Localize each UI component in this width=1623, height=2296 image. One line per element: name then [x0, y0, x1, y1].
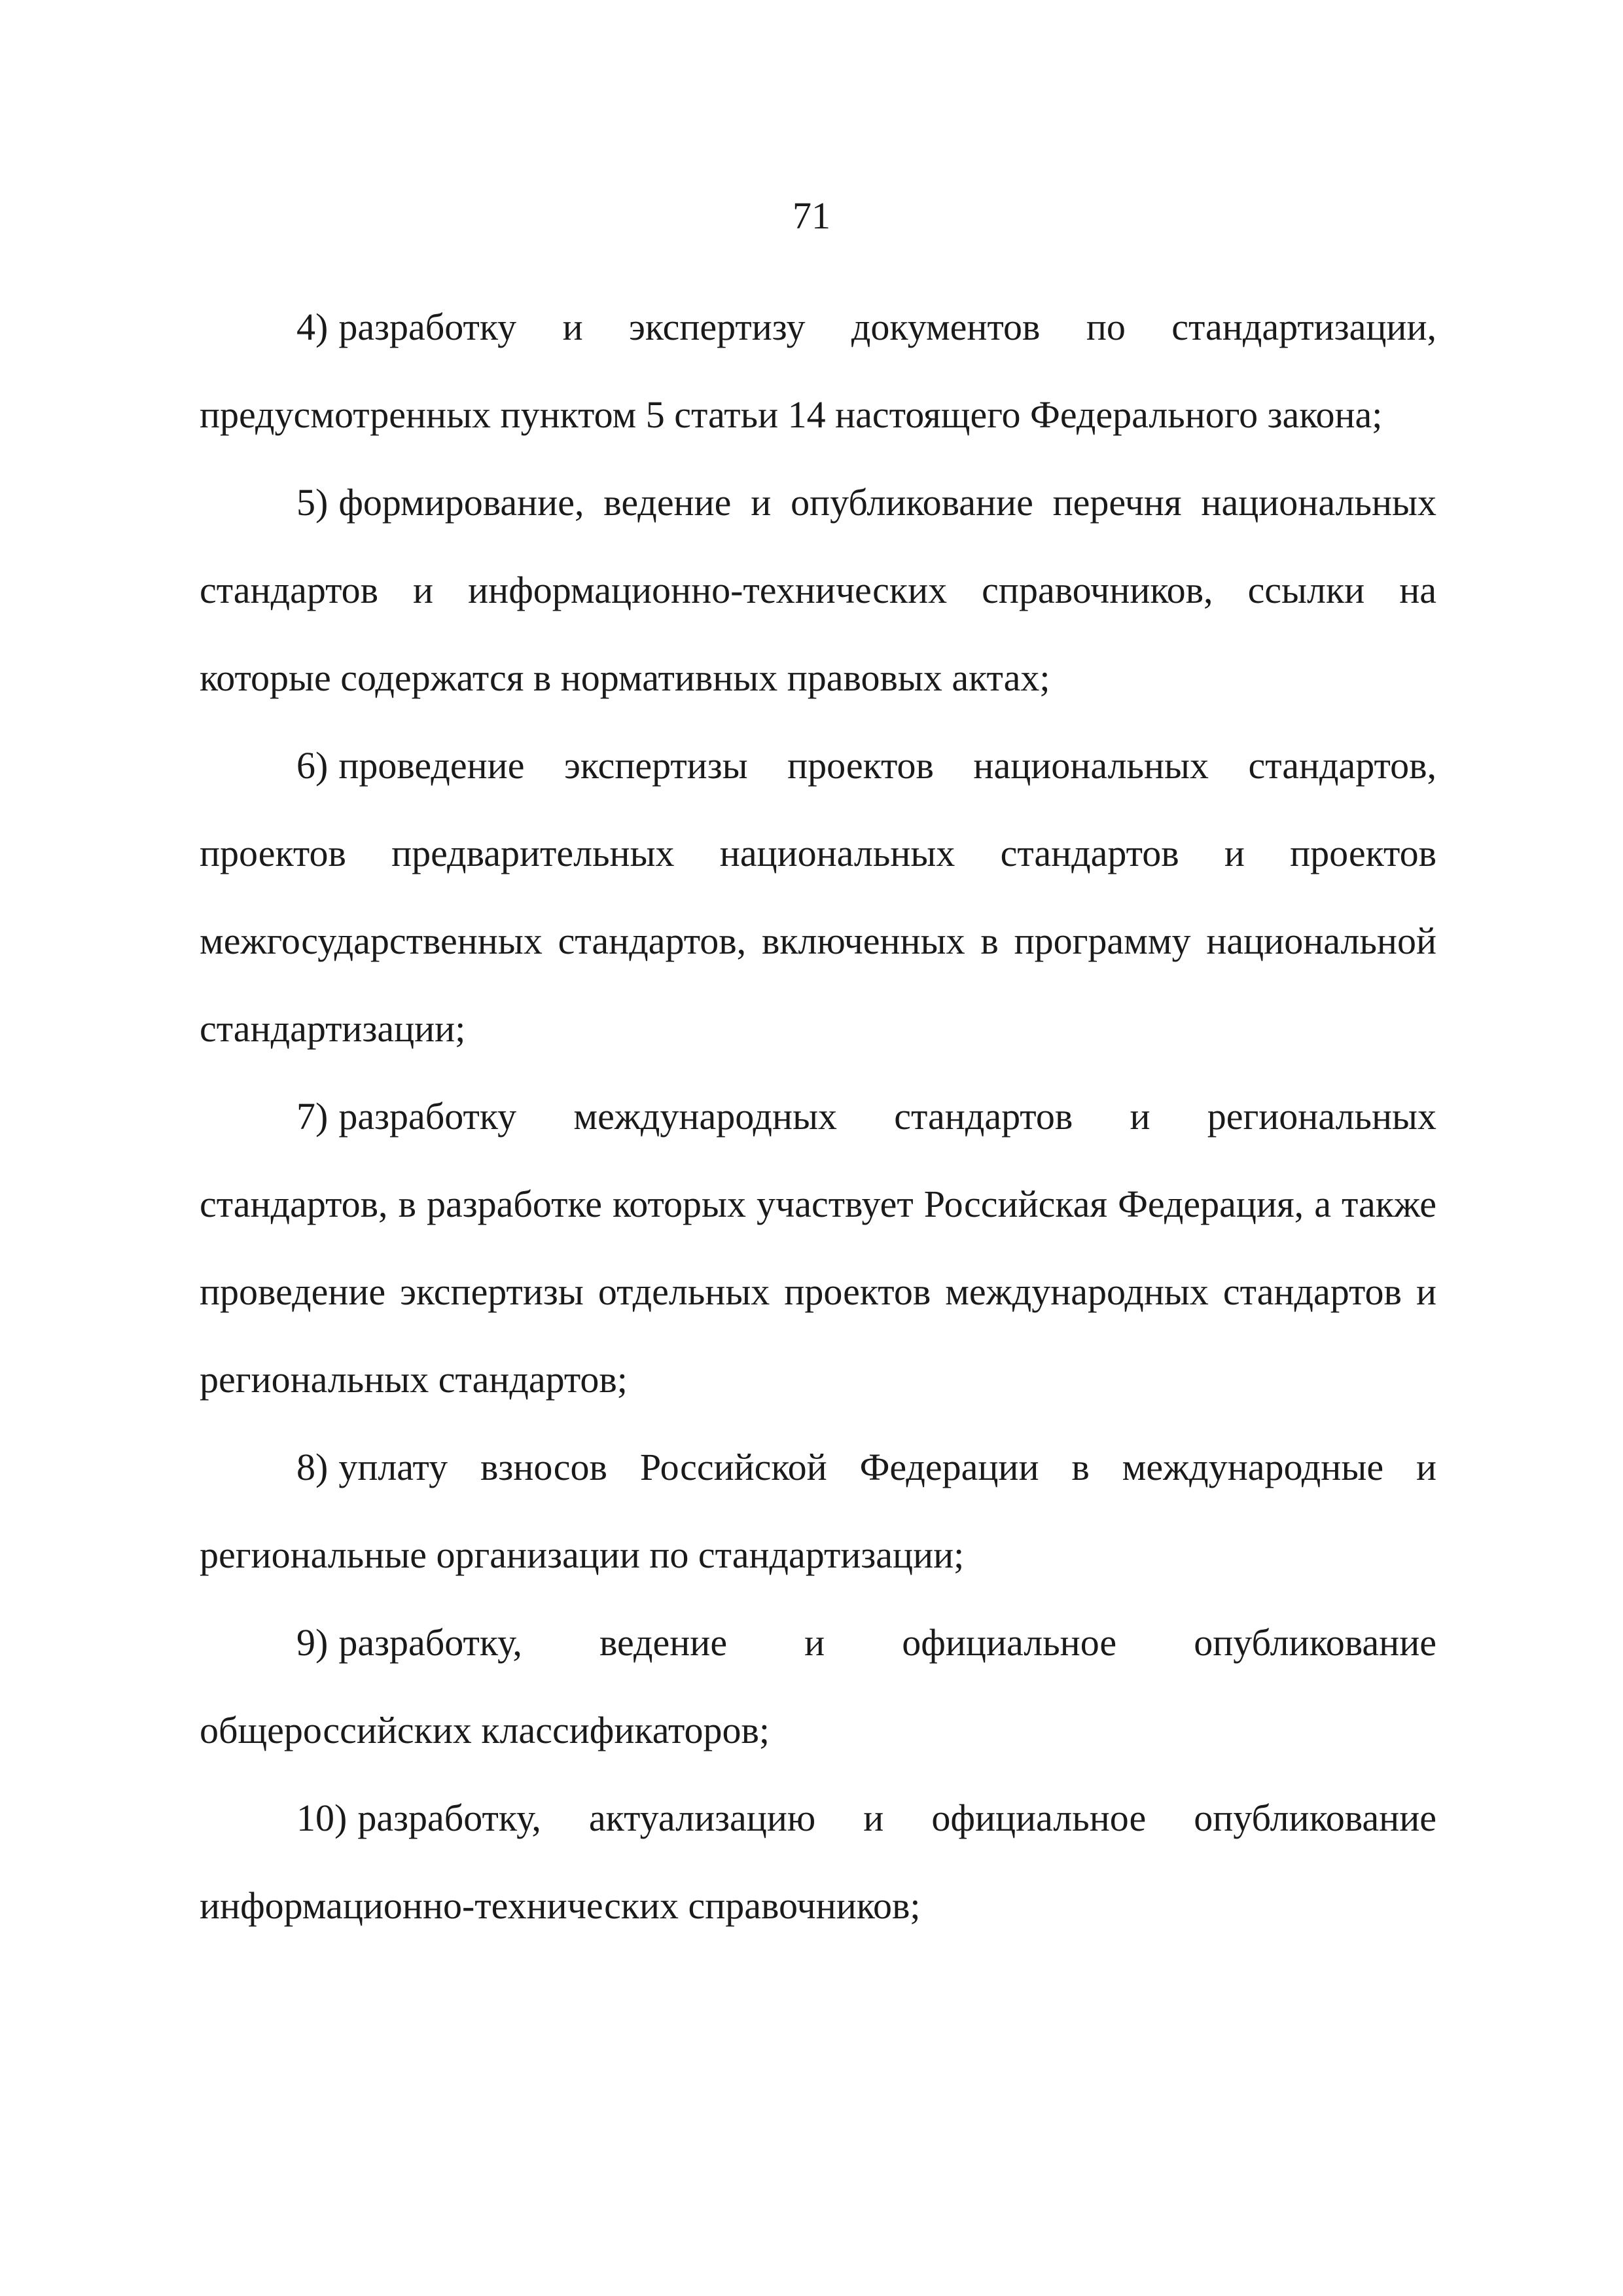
list-item	[200, 1599, 1436, 1774]
list-item-number: 7)	[296, 1095, 329, 1138]
list-item-text: формирование, ведение и опубликование перечня национальных стандартов и информационно-технических справочников, ссылки на которые содержатся в нормативных правовых актах;	[200, 481, 1436, 699]
page-number: 71	[793, 194, 830, 237]
list-item	[200, 283, 1436, 459]
list-item	[200, 1424, 1436, 1599]
list-item	[200, 722, 1436, 1073]
list-item-text: уплату взносов Российской Федерации в международные и региональные организации по стандартизации;	[200, 1446, 1436, 1576]
list-item-text: разработку и экспертизу документов по стандартизации, предусмотренных пунктом 5 статьи 14 настоящего Федерального закона;	[200, 306, 1436, 436]
list-item-number: 4)	[296, 306, 329, 348]
list-item-number: 9)	[296, 1621, 329, 1664]
list-item-text: разработку, актуализацию и официальное опубликование информационно-технических справочников;	[200, 1797, 1436, 1927]
list-item-number: 10)	[296, 1797, 348, 1839]
document-body	[200, 283, 1436, 1950]
list-item-text: проведение экспертизы проектов национальных стандартов, проектов предварительных национальных стандартов и проектов межгосударственных стандартов, включенных в программу национальной стандартизации;	[200, 744, 1436, 1050]
list-item	[200, 1774, 1436, 1950]
list-item-number: 6)	[296, 744, 329, 787]
list-item-number: 5)	[296, 481, 329, 524]
list-item-text: разработку международных стандартов и региональных стандартов, в разработке которых участвует Российская Федерация, а также проведение экспертизы отдельных проектов международных стандартов и региональных стандартов;	[200, 1095, 1436, 1401]
list-item-text: разработку, ведение и официальное опубликование общероссийских классификаторов;	[200, 1621, 1436, 1751]
list-item	[200, 1073, 1436, 1424]
list-item	[200, 459, 1436, 722]
list-item-number: 8)	[296, 1446, 329, 1488]
